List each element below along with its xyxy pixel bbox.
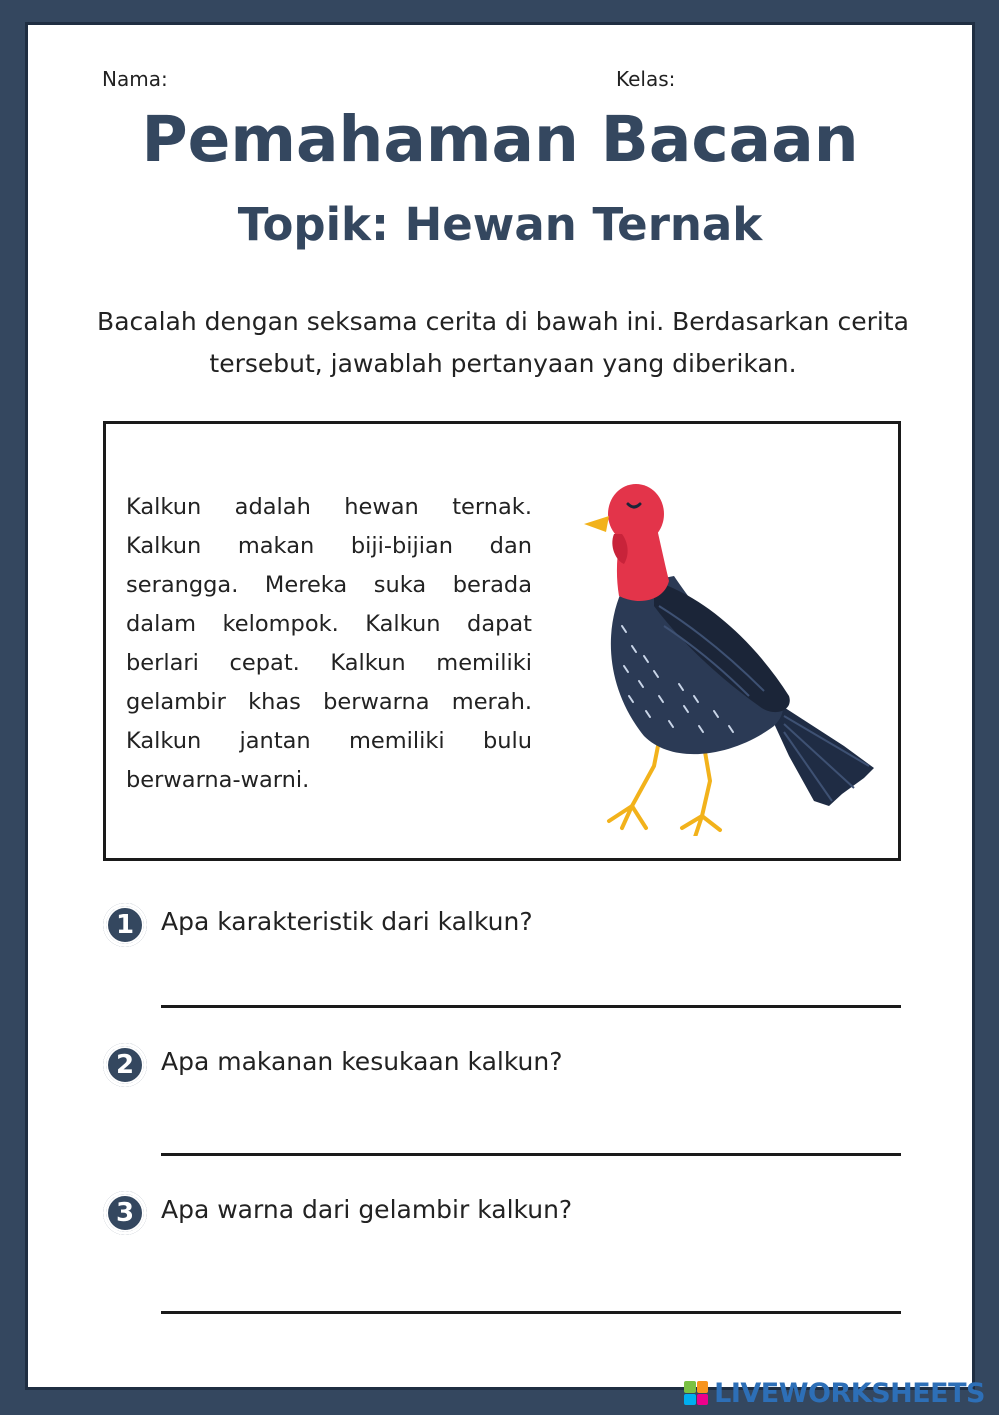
answer-line-2[interactable] [161,1153,901,1156]
turkey-head [584,484,669,601]
instructions-text: Bacalah dengan seksama cerita di bawah ini. Berdasarkan cerita tersebut, jawablah pertanyaan yang diberikan. [97,307,909,378]
name-field-label: Nama: [102,67,168,91]
answer-line-1[interactable] [161,1005,901,1008]
question-text: Apa karakteristik dari kalkun? [161,907,533,936]
question-number-badge: 1 [103,903,147,947]
question-text: Apa makanan kesukaan kalkun? [161,1047,563,1076]
question-text: Apa warna dari gelambir kalkun? [161,1195,573,1224]
turkey-illustration [584,456,884,836]
story-text: Kalkun adalah hewan ternak. Kalkun makan biji-bijian dan serangga. Mereka suka berada dalam kelompok. Kalkun dapat berlari cepat. Kalkun memiliki gelambir khas berwarna merah. Kalkun jantan memiliki bulu berwarna-warni. [126,494,532,793]
question-number-badge: 3 [103,1191,147,1235]
worksheet-page [25,22,975,1390]
liveworksheets-watermark [684,1376,985,1410]
page-subtitle: Topik: Hewan Ternak [237,198,763,251]
question-number-badge: 2 [103,1043,147,1087]
story-box [103,421,901,861]
watermark-text: LIVEWORKSHEETS [714,1377,985,1409]
class-field-label: Kelas: [616,67,676,91]
page-title: Pemahaman Bacaan [141,103,859,176]
answer-line-3[interactable] [161,1311,901,1314]
liveworksheets-logo-icon [684,1381,708,1405]
